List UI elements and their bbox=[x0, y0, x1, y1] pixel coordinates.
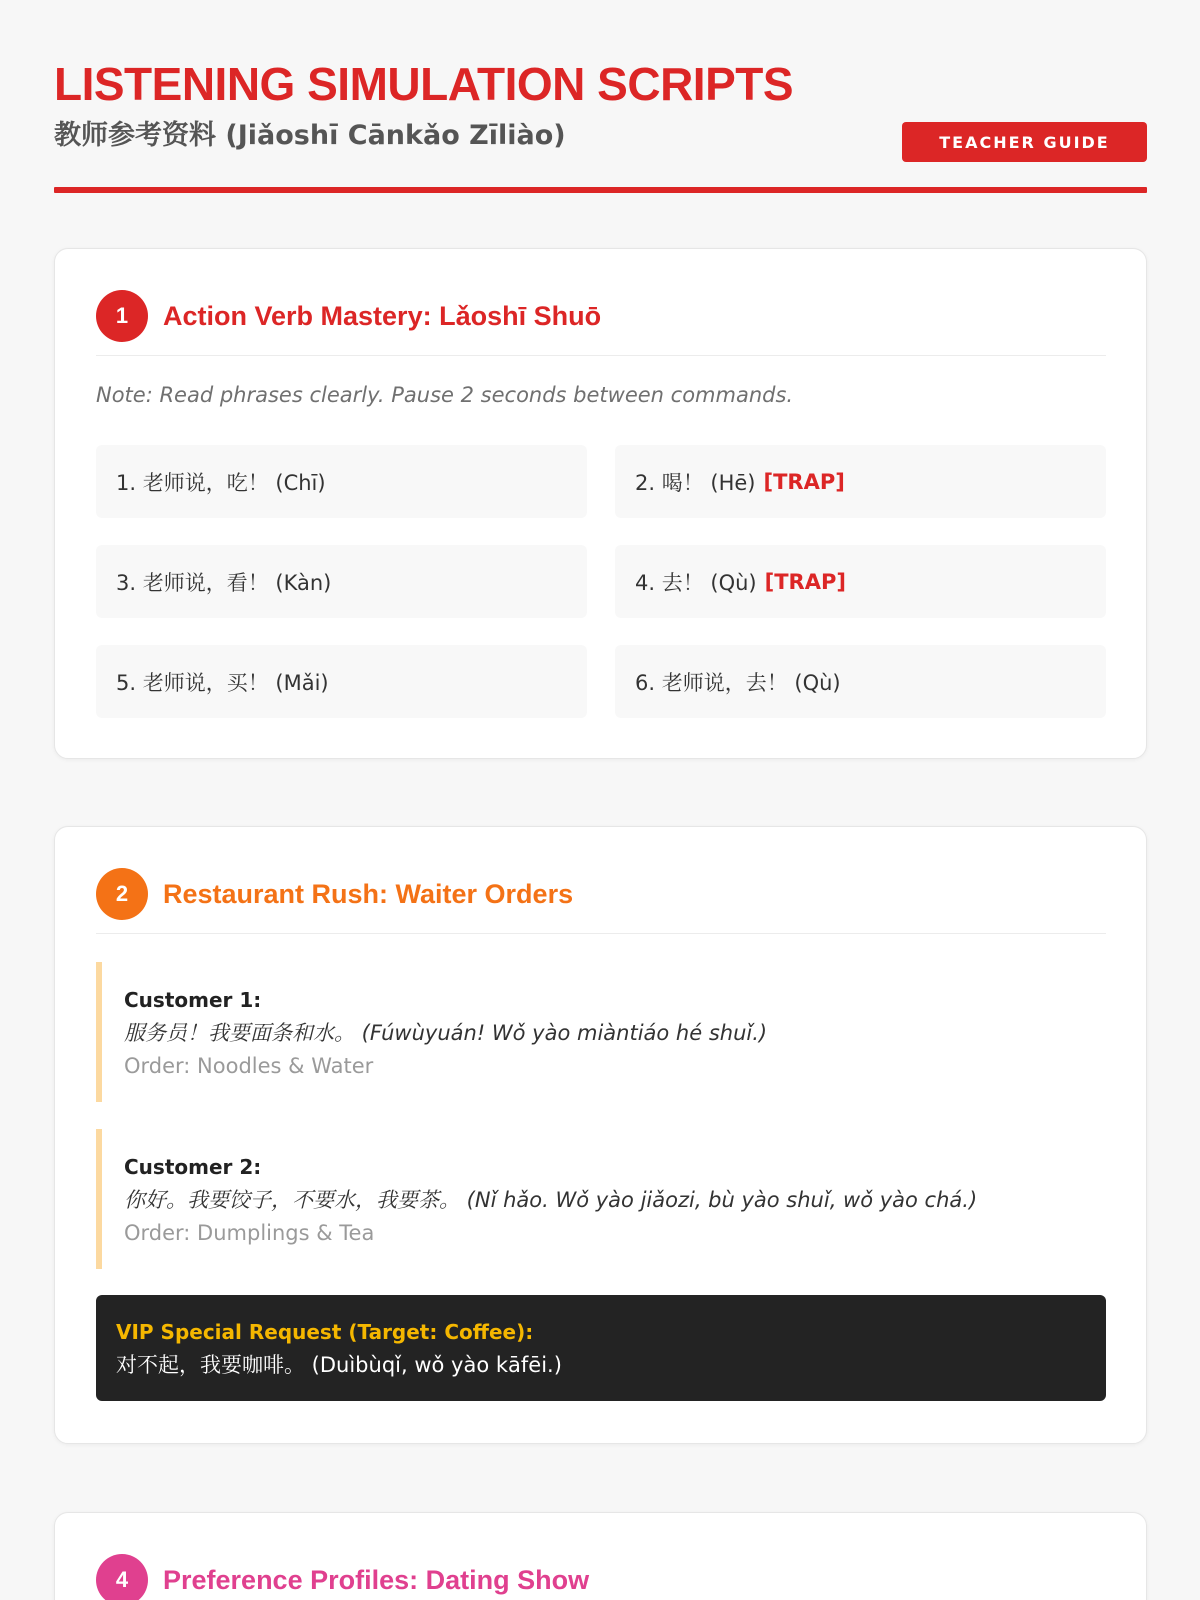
customer-order: Order: Noodles & Water bbox=[124, 1054, 374, 1078]
section-number-badge: 4 bbox=[96, 1554, 148, 1600]
customer-label: Customer 1: bbox=[124, 988, 262, 1012]
section-card-preference-profiles bbox=[54, 1512, 1147, 1600]
trap-label: [TRAP] bbox=[763, 469, 845, 494]
section-note: Note: Read phrases clearly. Pause 2 seconds between commands. bbox=[96, 383, 794, 407]
command-text: 5. 老师说，买！ (Mǎi) bbox=[116, 670, 329, 695]
command-item bbox=[615, 545, 1106, 618]
customer-order-block bbox=[96, 962, 1106, 1102]
vip-line: 对不起，我要咖啡。 (Duìbùqǐ, wǒ yào kāfēi.) bbox=[116, 1353, 562, 1377]
page-header bbox=[54, 56, 1147, 194]
command-text: 2. 喝！ (Hē) bbox=[635, 470, 756, 495]
command-item bbox=[96, 445, 587, 518]
page-title: LISTENING SIMULATION SCRIPTS bbox=[54, 58, 794, 110]
section-card-action-verbs bbox=[54, 248, 1147, 759]
section-title: Action Verb Mastery: Lǎoshī Shuō bbox=[163, 301, 602, 331]
customer-line: 你好。我要饺子，不要水，我要茶。 (Nǐ hǎo. Wǒ yào jiǎozi, bù yào shuǐ, wǒ yào chá.) bbox=[124, 1188, 978, 1212]
vip-request-box bbox=[96, 1295, 1106, 1401]
header-divider bbox=[54, 187, 1147, 193]
customer-order-block bbox=[96, 1129, 1106, 1269]
command-text: 3. 老师说，看！ (Kàn) bbox=[116, 570, 332, 595]
section-card-restaurant-rush bbox=[54, 826, 1147, 1444]
section-number-badge: 2 bbox=[96, 868, 148, 920]
page-subtitle: 教师参考资料 (Jiǎoshī Cānkǎo Zīliào) bbox=[54, 120, 566, 151]
trap-label: [TRAP] bbox=[764, 569, 846, 594]
section-header bbox=[96, 1554, 1106, 1600]
teacher-guide-badge: TEACHER GUIDE bbox=[902, 122, 1147, 162]
command-text: 1. 老师说，吃！ (Chī) bbox=[116, 470, 326, 495]
customer-line: 服务员！我要面条和水。 (Fúwùyuán! Wǒ yào miàntiáo hé shuǐ.) bbox=[124, 1021, 768, 1045]
vip-label: VIP Special Request (Target: Coffee): bbox=[116, 1320, 534, 1344]
section-number-badge: 1 bbox=[96, 290, 148, 342]
section-header bbox=[96, 290, 1106, 356]
section-header bbox=[96, 868, 1106, 934]
section-title: Preference Profiles: Dating Show bbox=[163, 1565, 590, 1595]
command-item bbox=[96, 545, 587, 618]
command-text: 4. 去！ (Qù) bbox=[635, 570, 757, 595]
section-title: Restaurant Rush: Waiter Orders bbox=[163, 879, 574, 909]
customer-order: Order: Dumplings & Tea bbox=[124, 1221, 375, 1245]
command-text: 6. 老师说，去！ (Qù) bbox=[635, 670, 841, 695]
command-item bbox=[615, 645, 1106, 718]
customer-label: Customer 2: bbox=[124, 1155, 262, 1179]
command-item bbox=[615, 445, 1106, 518]
command-item bbox=[96, 645, 587, 718]
